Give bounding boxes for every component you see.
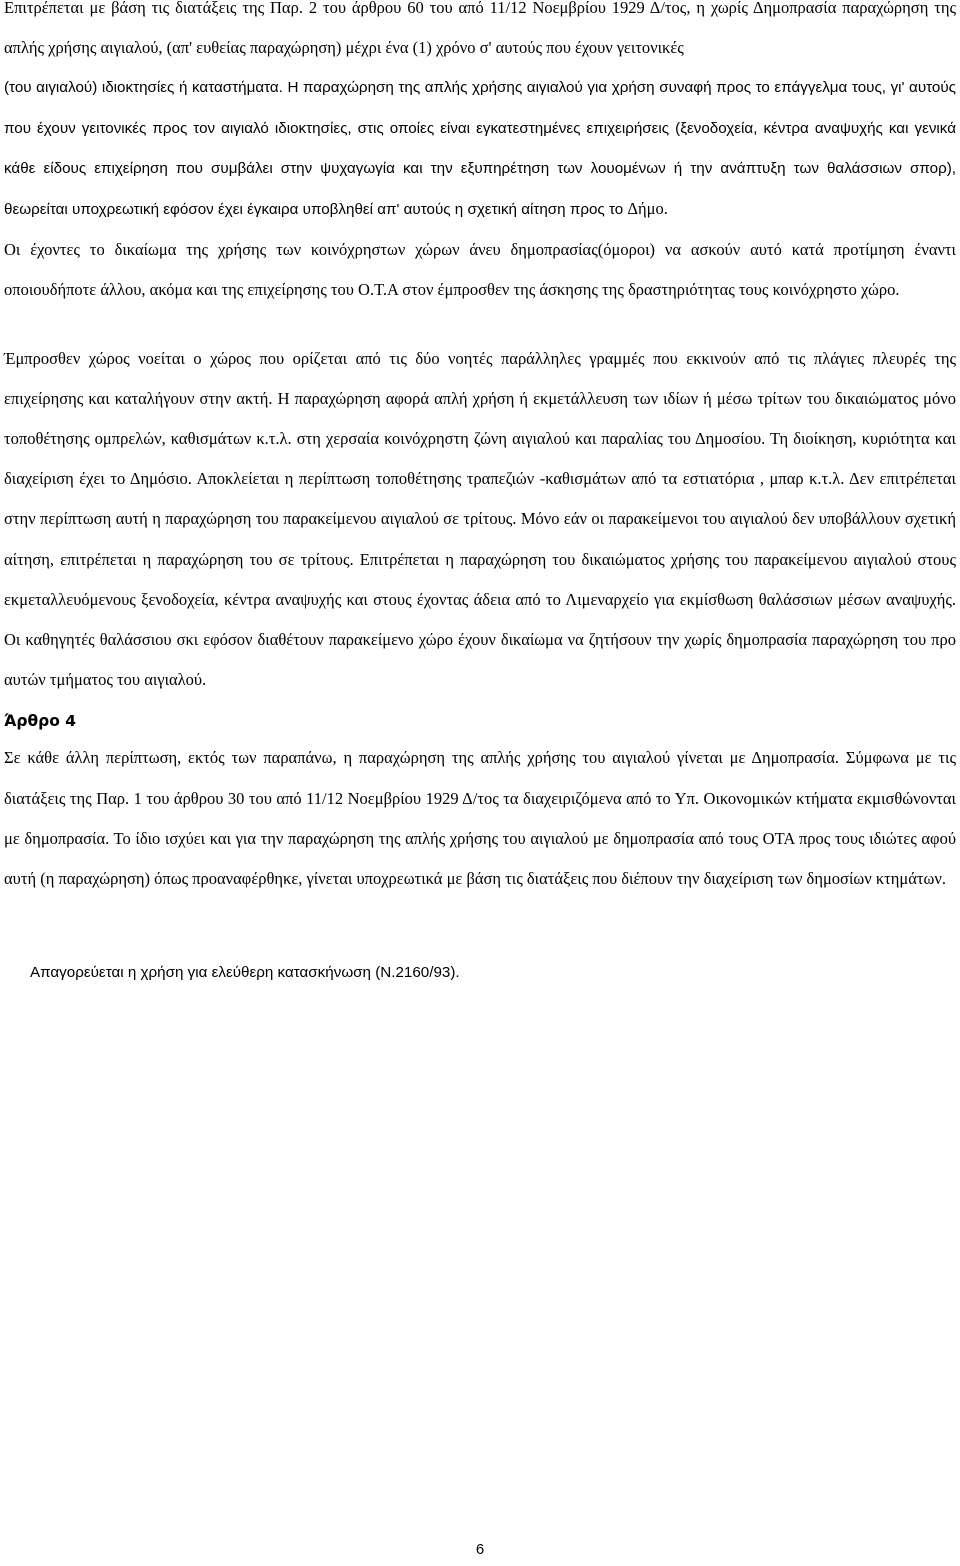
page-number: 6 [475,1541,485,1558]
paragraph-neighbouring-owners-end: Δήμο. [627,199,668,219]
paragraph-adjacent-rights: Οι έχοντες το δικαίωμα της χρήσης των κοινόχρηστων χώρων άνευ δημοπρασίας(όμοροι) να ασκούν αυτό κατά προτίμηση έναντι οποιουδήποτε άλλου, ακόμα και της επιχείρησης του Ο.Τ.Α στον έμπροσθεν της άσκησης της δραστηριότητας τους κοινόχρηστο χώρο. [4,240,956,300]
paragraph-auction: Σε κάθε άλλη περίπτωση, εκτός των παραπάνω, η παραχώρηση της απλής χρήσης του αιγιαλού γίνεται με Δημοπρασία. Σύμφωνα με τις διατάξεις της Παρ. 1 του άρθρου 30 του από 11/12 Νοεμβρίου 1929 Δ/τος τα διαχειριζόμενα από το Υπ. Οικονομικών κτήματα εκμισθώνονται με δημοπρασία. Το ίδιο ισχύει και για την παραχώρηση της απλής χρήσης του αιγιαλού με δημοπρασία από τους ΟΤΑ προς τους ιδιώτες αφού αυτή (η παραχώρηση) όπως προαναφέρθηκε, γίνεται υποχρεωτικά με βάση τις διατάξεις που διέπουν την διαχείριση των δημοσίων κτημάτων. [4,748,956,889]
paragraph-neighbouring-owners-text: (του αιγιαλού) ιδιοκτησίες ή καταστήματα. Η παραχώρηση της απλής χρήσης αιγιαλού για χρήση συναφή προς το επάγγελμα τους, γι' αυτούς που έχουν γειτονικές προς τον αιγιαλό ιδιοκτησίες, στις οποίες είναι εγκατεστημένες επιχειρήσεις (ξενοδοχεία, κέντρα αναψυχής και γενικά κάθε είδους επιχείρηση που συμβάλει στην ψυχαγωγία και την εξυπηρέτηση των λουομένων ή την ανάπτυξη των θαλάσσιων σπορ), θεωρείται υποχρεωτική εφόσον έχει έγκαιρα υποβληθεί απ' αυτούς η σχετική αίτηση προς το [4,79,956,219]
paragraph-frontal-space: Έμπροσθεν χώρος νοείται ο χώρος που ορίζεται από τις δύο νοητές παράλληλες γραμμές που εκκινούν από τις πλάγιες πλευρές της επιχείρησης και καταλήγουν στην ακτή. Η παραχώρηση αφορά απλή χρήση ή εκμετάλλευση των ιδίων ή μέσω τρίτων του δικαιώματος μόνο τοποθέτησης ομπρελών, καθισμάτων κ.τ.λ. στη χερσαία κοινόχρηστη ζώνη αιγιαλού και παραλίας του Δημοσίου. Τη διοίκηση, κυριότητα και διαχείριση έχει το Δημόσιο. Αποκλείεται η περίπτωση τοποθέτησης τραπεζιών -καθισμάτων από τα εστιατόρια , μπαρ κ.τ.λ. Δεν επιτρέπεται στην περίπτωση αυτή η παραχώρηση του παρακείμενου αιγιαλού σε τρίτους. Μόνο εάν οι παρακείμενοι του αιγιαλού δεν υποβάλλουν σχετική αίτηση, επιτρέπεται η παραχώρηση του σε τρίτους. Επιτρέπεται η παραχώρηση του δικαιώματος χρήσης του παρακείμενου αιγιαλού στους εκμεταλλευόμενους ξενοδοχεία, κέντρα αναψυχής και στους έχοντας άδεια από το Λιμεναρχείο για εκμίσθωση θαλάσσιων μέσων αναψυχής. Οι καθηγητές θαλάσσιου σκι εφόσον διαθέτουν παρακείμενο χώρο έχουν δικαίωμα να ζητήσουν την χωρίς δημοπρασία παραχώρηση του προ αυτών τμήματος του αιγιαλού. [4,348,956,690]
article-heading: Άρθρο 4 [4,712,77,731]
paragraph-direct-concession: Επιτρέπεται με βάση τις διατάξεις της Παρ. 2 του άρθρου 60 του από 11/12 Νοεμβρίου 1929 Δ/τος, η χωρίς Δημοπρασία παραχώρηση της απλής χρήσης αιγιαλού, (απ' ευθείας παραχώρηση) μέχρι ένα (1) χρόνο σ' αυτούς που έχουν γειτονικές [4,0,956,58]
paragraph-neighbouring-owners [4,68,956,230]
document-body [4,0,956,993]
paragraph-camping-ban: Απαγορεύεται η χρήση για ελεύθερη κατασκήνωση (Ν.2160/93). [30,964,460,982]
